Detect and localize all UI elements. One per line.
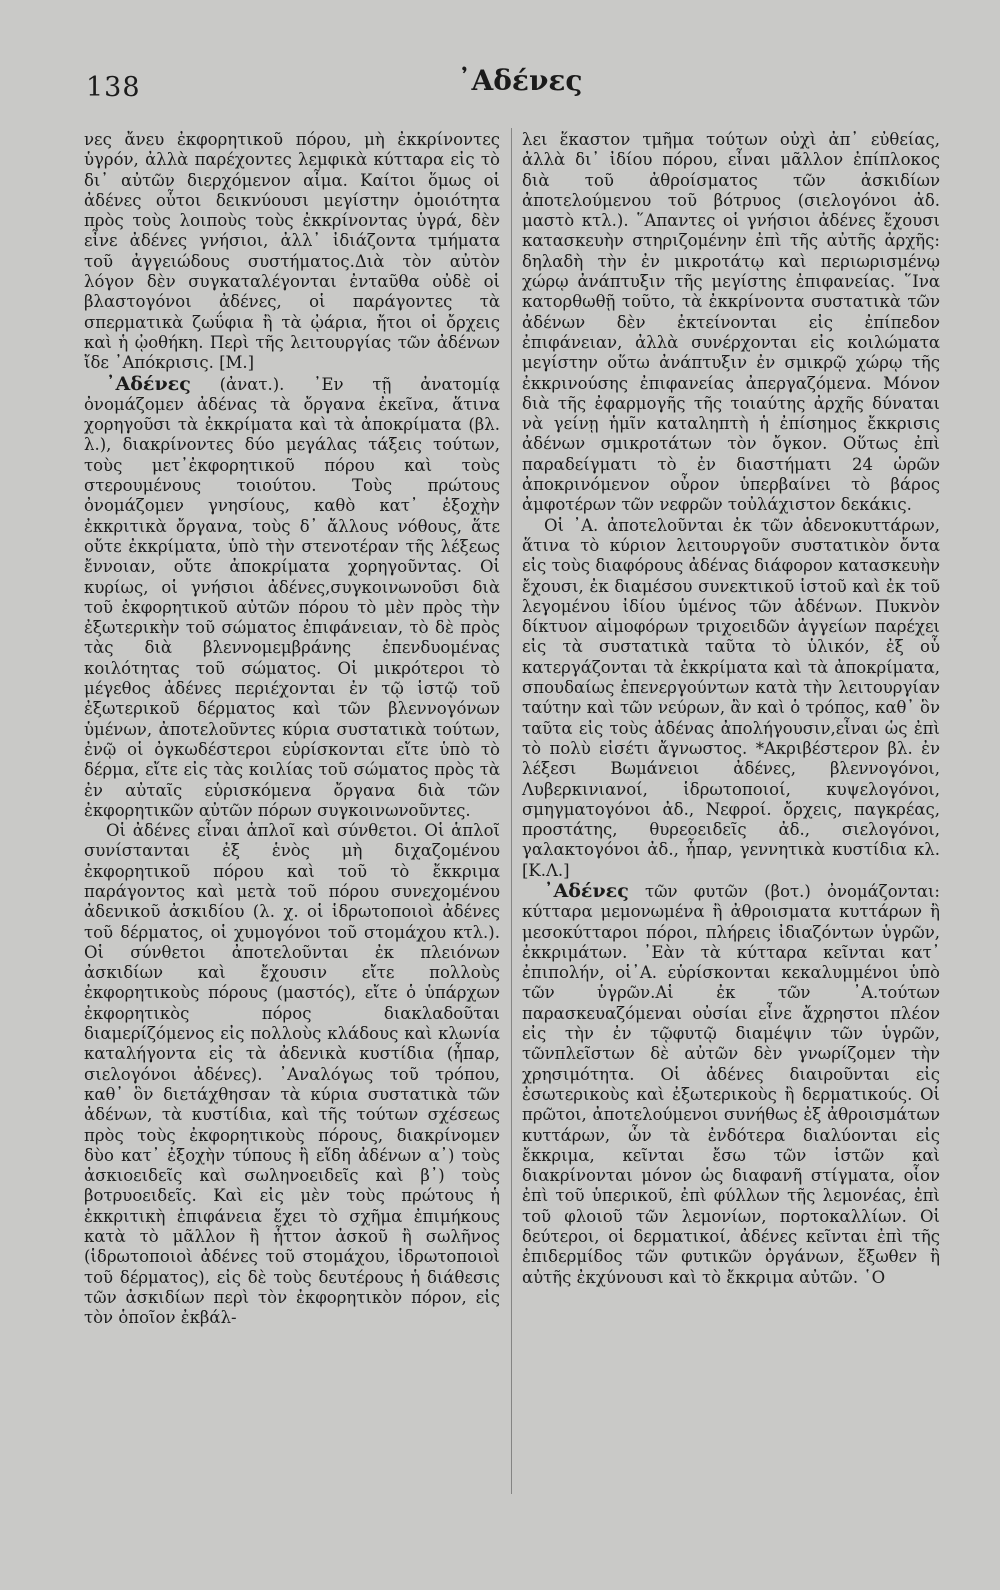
right-paragraph-2: Οἱ ᾿Α. ἀποτελοῦνται ἐκ τῶν ἀδενοκυττάρων, ἅτινα τὸ κύριον λειτουργοῦν συστατικὸν ὄντα εἰς τοὺς διαφόρους ἀδένας διάφορον κατασκευὴν ἔχουσι, ἐκ διαμέσου συνεκτικοῦ ἱστοῦ καὶ ἐκ τοῦ λεγομένου ἰδίου ὑμένος τῶν ἀδένων. Πυκνὸν δίκτυον αἱμοφόρων τριχοειδῶν ἀγγείων παρέχει εἰς τὰ συστατικὰ ταῦτα τὸ ὑλικόν, ἐξ οὗ κατεργάζονται τὰ ἐκκρίματα καὶ τὰ ἀποκρίματα, σπουδαίως ἐπενεργούντων κατὰ τὴν λειτουργίαν ταύτην καὶ τῶν νεύρων, ἂν καὶ ὁ τρόπος, καθ᾿ ὃν ταῦτα εἰς τοὺς ἀδένας ἀπολήγουσιν,εἶναι ὡς ἐπὶ τὸ πολὺ εἰσέτι ἄγνωστος. *Ακριβέστερον βλ. ἐν λέξεσι Βωμάνειοι ἀδένες, βλεννογόνοι, Λυβερκινιανοί, ἱδρωτοποιοί, κυψελογόνοι, σμηγματογόνοι ἀδ., Νεφροί. ὄρχεις, παγκρέας, προστάτης, θυρεοειδεῖς ἀδ., σιελογόνοι, γαλακτογόνοι ἀδ., ἧπαρ, γεννητικὰ κυστίδια κλ. [Κ.Λ.]	[522, 515, 940, 880]
left-column	[84, 130, 500, 1329]
left-paragraph-1: νες ἄνευ ἐκφορητικοῦ πόρου, μὴ ἐκκρίνοντες ὑγρόν, ἀλλὰ παρέχοντες λεμφικὰ κύτταρα εἰς τὸ δι᾿ αὐτῶν διερχόμενον αἷμα. Καίτοι ὅμως οἱ ἀδένες οὗτοι δεικνύουσι μεγίστην ὁμοιότητα πρὸς τοὺς λοιποὺς τοὺς ἐκκρίνοντας ὑγρά, δὲν εἶνε ἀδένες γνήσιοι, ἀλλ᾿ ἰδιάζοντα τμήματα τοῦ ἀγγειώδους συστήματος.Διὰ τὸν αὐτὸν λόγον δὲν συγκαταλέγονται ἐνταῦθα οὐδὲ οἱ βλαστογόνοι ἀδένες, οἱ παράγοντες τὰ σπερματικὰ ζωΰφια ἢ τὰ ᾠάρια, ἤτοι οἱ ὄρχεις καὶ ἡ ᾠοθήκη. Περὶ τῆς λειτουργίας τῶν ἀδένων ἴδε ᾿Απόκρισις. [Μ.]	[84, 130, 500, 373]
column-divider	[511, 128, 512, 1494]
right-column	[522, 130, 940, 1288]
page-number: 138	[86, 72, 141, 103]
entry-adenes-botany	[522, 881, 940, 1288]
running-head: ᾿Αδένες	[457, 64, 583, 97]
entry-body: τῶν φυτῶν (βοτ.) ὀνομάζονται: κύτταρα μεμονωμένα ἢ ἀθροισματα κυττάρων ἢ μεσοκύτταροι πόροι, πλήρεις ἰδιαζόντων ὑγρῶν, ἐκκριμάτων. ᾿Εὰν τὰ κύτταρα κεῖνται κατ᾿ ἐπιπολήν, οἱ᾿Α. εὑρίσκονται κεκαλυμμένοι ὑπὸ τῶν ὑγρῶν.Αἱ ἐκ τῶν ᾿Α.τούτων παρασκευαζόμεναι οὐσίαι εἶνε ἄχρηστοι πλέον εἰς τὴν ἐν τῷφυτῷ διαμέψιν τῶν ὑγρῶν, τῶνπλεῖστων δὲ αὐτῶν δὲν γνωρίζομεν τὴν χρησιμότητα. Οἱ ἀδένες διαιροῦνται εἰς ἐσωτερικοὺς καὶ ἐξωτερικοὺς ἢ δερματικούς. Οἱ πρῶτοι, ἀποτελούμενοι συνήθως ἐξ ἀθροισμάτων κυττάρων, ὧν τὰ ἐνδότερα διαλύονται εἰς ἔκκριμα, κεῖνται ἔσω τῶν ἱστῶν καὶ διακρίνονται μόνον ὡς διαφανῆ στίγματα, οἷον ἐπὶ τοῦ ὑπερικοῦ, ἐπὶ φύλλων τῆς λεμονέας, ἐπὶ τοῦ φλοιοῦ τῶν λεμονίων, πορτοκαλλίων. Οἱ δεύτεροι, οἱ δερματικοί, ἀδένες κεῖνται ἐπὶ τῆς ἐπιδερμίδος τῶν φυτικῶν ὀργάνων, ἔξωθεν ἢ αὐτῆς ἐκχύνουσι καὶ τὸ ἔκκριμα αὐτῶν. ῾Ο	[522, 881, 940, 1287]
entry-headword: ᾿Αδένες	[544, 879, 629, 902]
entry-adenes-anatomy	[84, 374, 500, 822]
left-paragraph-3: Οἱ ἀδένες εἶναι ἁπλοῖ καὶ σύνθετοι. Οἱ ἁπλοῖ συνίστανται ἐξ ἑνὸς μὴ διχαζομένου ἐκφορητικοῦ πόρου καὶ τοῦ τὸ ἔκκριμα παράγοντος καὶ μετὰ τοῦ πόρου συνεχομένου ἀδενικοῦ ἀσκιδίου (λ. χ. οἱ ἱδρωτοποιοὶ ἀδένες τοῦ δέρματος, οἱ χυμογόνοι τοῦ στομάχου κτλ.). Οἱ σύνθετοι ἀποτελοῦνται ἐκ πλειόνων ἀσκιδίων καὶ ἔχουσιν εἴτε πολλοὺς ἐκφορητικοὺς πόρους (μαστός), εἴτε ὁ ὑπάρχων ἐκφορητικὸς πόρος διακλαδοῦται διαμερίζόμενος εἰς πολλοὺς κλάδους καὶ κλωνία καταλήγοντα εἰς τὰ ἀδενικὰ κυστίδια (ἧπαρ, σιελογόνοι ἀδένες). ᾿Αναλόγως τοῦ τρόπου, καθ᾿ ὃν διετάχθησαν τὰ κύρια συστατικὰ τῶν ἀδένων, τὰ κυστίδια, καὶ τῆς τούτων σχέσεως πρὸς τοὺς ἐκφορητικοὺς πόρους, διακρίνομεν δὺο κατ᾿ ἐξοχὴν τύπους ἢ εἴδη ἀδένων α᾿) τοὺς ἀσκιοειδεῖς καὶ σωληνοειδεῖς καὶ β᾿) τοὺς βοτρυοειδεῖς. Καὶ εἰς μὲν τοὺς πρώτους ἡ ἐκκριτικὴ ἐπιφάνεια ἔχει τὸ σχῆμα ἐπιμήκους κατὰ τὸ μᾶλλον ἢ ἧττον ἀσκοῦ ἢ σωλῆνος (ἱδρωτοποιοὶ ἀδένες τοῦ στομάχου, ἱδρωτοποιοὶ τοῦ δέρματος), εἰς δὲ τοὺς δευτέρους ἡ διάθεσις τῶν ἀσκιδίων περὶ τὸν ἐκφορητικὸν πόρον, εἰς τὸν ὁποῖον ἐκβάλ-	[84, 821, 500, 1328]
right-paragraph-1: λει ἕκαστον τμῆμα τούτων οὐχὶ ἀπ᾿ εὐθείας, ἀλλὰ δι᾿ ἰδίου πόρου, εἶναι μᾶλλον ἐπίπλοκος διὰ τοῦ ἀθροίσματος τῶν ἀσκιδίων ἀποτελούμενου τοῦ βότρυος (σιελογόνοι ἀδ. μαστὸ κτλ.). ῞Απαντες οἱ γνήσιοι ἀδένες ἔχουσι κατασκευὴν στηριζομένην ἐπὶ τῆς αὐτῆς ἀρχῆς: δηλαδὴ τὴν ἐν μικροτάτῳ καὶ περιωρισμένῳ χώρῳ ἀνάπτυξιν τῆς μεγίστης ἐπιφανείας. ῞Ινα κατορθωθῇ τοῦτο, τὰ ἐκκρίνοντα συστατικὰ τῶν ἀδένων δὲν ἐκτείνονται εἰς ἐπίπεδον ἐπιφάνειαν, ἀλλὰ συνέρχονται εἰς κοιλώματα μεγίστην οὕτω ἀνάπτυξιν ἐν σμικρῷ χώρῳ τῆς ἐκκρινούσης ἐπιφανείας ἀπεργαζόμενα. Μόνον διὰ τῆς ἐφαρμογῆς τῆς τοιαύτης ἀρχῆς δύναται νὰ γείνῃ ἡμῖν καταληπτὴ ἡ ἐπίσημος ἔκκρισις ἀδένων σμικροτάτων τὸν ὄγκον. Οὕτως ἐπὶ παραδείγματι τὸ ἐν διαστήματι 24 ὡρῶν ἀποκρινόμενον οὖρον ὑπερβαίνει τὸ βάρος ἀμφοτέρων τῶν νεφρῶν τοὐλάχιστον δεκάκις.	[522, 130, 940, 515]
entry-headword: ᾿Αδένες	[106, 372, 191, 395]
entry-body: (ἀνατ.). ᾿Εν τῇ ἀνατομίᾳ ὀνομάζομεν ἀδένας τὰ ὄργανα ἐκεῖνα, ἅτινα χορηγοῦσι τὰ ἐκκρίματα καὶ τὰ ἀποκρίματα (βλ. λ.), διακρίνοντες δύο μεγάλας τάξεις τούτων, τοὺς μετ᾿ἐκφορητικοῦ πόρου καὶ τοὺς στερουμένους τοιούτου. Τοὺς πρώτους ὀνομάζομεν γνησίους, καθὸ κατ᾿ ἐξοχὴν ἐκκριτικὰ ὄργανα, τοὺς δ᾿ ἄλλους νόθους, ἅτε οὔτε ἐκκρίματα, ὑπὸ τὴν στενοτέραν τῆς λέξεως ἔννοιαν, οὔτε ἀποκρίματα χορηγοῦντας. Οἱ κυρίως, οἱ γνήσιοι ἀδένες,συγκοινωνοῦσι διὰ τοῦ ἐκφορητικοῦ αὐτῶν πόρου τὸ μὲν πρὸς τὴν ἐξωτερικὴν τοῦ σώματος ἐπιφάνειαν, τὸ δὲ πρὸς τὰς διὰ βλεννομεμβράνης ἐπενδυομένας κοιλότητας τοῦ σώματος. Οἱ μικρότεροι τὸ μέγεθος ἀδένες περιέχονται ἐν τῷ ἱστῷ τοῦ ἐξωτερικοῦ δέρματος καὶ τῶν βλεννογόνων ὑμένων, ἀποτελοῦντες κύρια συστατικὰ τούτων, ἐνῷ οἱ ὀγκωδέστεροι εὑρίσκονται εἴτε ὑπὸ τὸ δέρμα, εἴτε εἰς τὰς κοιλίας τοῦ σώματος πρὸς τὰ ἐν αὐταῖς εὑρισκόμενα ὄργανα διὰ τῶν ἐκφορητικῶν αὐτῶν πόρων συγκοινωνοῦντες.	[84, 374, 500, 820]
